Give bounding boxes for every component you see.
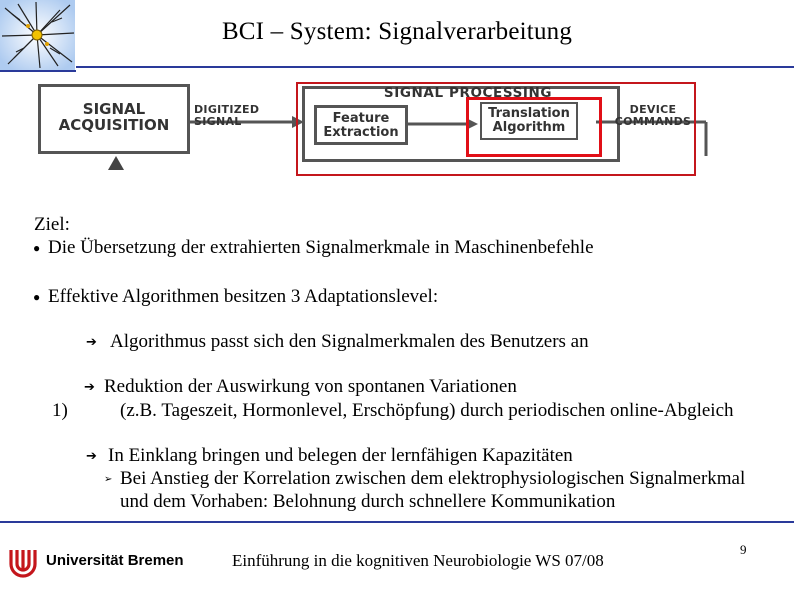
goal-item: Die Übersetzung der extrahierten Signalmerkmale in Maschinenbefehle: [48, 237, 594, 258]
acquisition-label-line1: SIGNAL: [82, 100, 146, 118]
translation-label-line1: Translation: [488, 106, 570, 121]
level-2-line2: (z.B. Tageszeit, Hormonlevel, Erschöpfung) durch periodischen online-Abgleich: [120, 400, 734, 421]
level-3-sub-line2: und dem Vorhaben: Belohnung durch schnellere Kommunikation: [120, 491, 616, 512]
bullet-icon: ●: [33, 241, 41, 255]
translation-highlight-box: [466, 97, 602, 157]
arrow-icon: ➔: [84, 380, 95, 395]
device-label-line1: DEVICE: [629, 103, 677, 116]
feature-extraction-block: [314, 105, 408, 145]
header-divider-left: [0, 70, 76, 72]
translation-label-line2: Algorithm: [492, 119, 566, 135]
signal-processing-label: SIGNAL PROCESSING: [383, 85, 553, 101]
arrow-icon: ➔: [86, 335, 97, 350]
arrow-icon: ➔: [86, 449, 97, 464]
digitized-label-line2: SIGNAL: [194, 114, 242, 128]
feedback-arrow-icon: [108, 156, 124, 170]
feature-label-line2: Extraction: [323, 124, 399, 140]
device-label-line2: COMMANDS: [614, 114, 692, 128]
university-logo-icon: [6, 546, 40, 580]
university-name: Universität Bremen: [46, 552, 184, 569]
level-2-line1: Reduktion der Auswirkung von spontanen Variationen: [104, 376, 517, 397]
level-1-text: Algorithmus passt sich den Signalmerkmalen des Benutzers an: [110, 331, 589, 352]
feature-label-line1: Feature: [332, 111, 390, 126]
course-title: Einführung in die kognitiven Neurobiologie WS 07/08: [232, 551, 604, 570]
page-title: BCI – System: Signalverarbeitung: [221, 18, 573, 45]
header-divider: [76, 66, 794, 68]
bci-block-diagram: [0, 78, 794, 178]
adaptation-item: Effektive Algorithmen besitzen 3 Adaptationslevel:: [48, 286, 439, 307]
level-3-text: In Einklang bringen und belegen der lernfähigen Kapazitäten: [108, 445, 573, 466]
bullet-icon: ●: [33, 290, 41, 304]
level-2-marker: 1): [52, 400, 68, 421]
signal-acquisition-block: [38, 84, 190, 154]
digitized-label-line1: DIGITIZED: [194, 103, 260, 116]
sub-arrow-icon: ➢: [104, 474, 113, 485]
footer-divider: [0, 521, 794, 523]
digitized-signal-label: [194, 104, 278, 127]
acquisition-label-line2: ACQUISITION: [58, 115, 170, 134]
page-number: 9: [740, 542, 747, 557]
goal-label: Ziel:: [34, 214, 70, 235]
level-3-sub-line1: Bei Anstieg der Korrelation zwischen dem elektrophysiologischen Signalmerkmal: [120, 468, 746, 489]
device-commands-label: [608, 104, 698, 127]
